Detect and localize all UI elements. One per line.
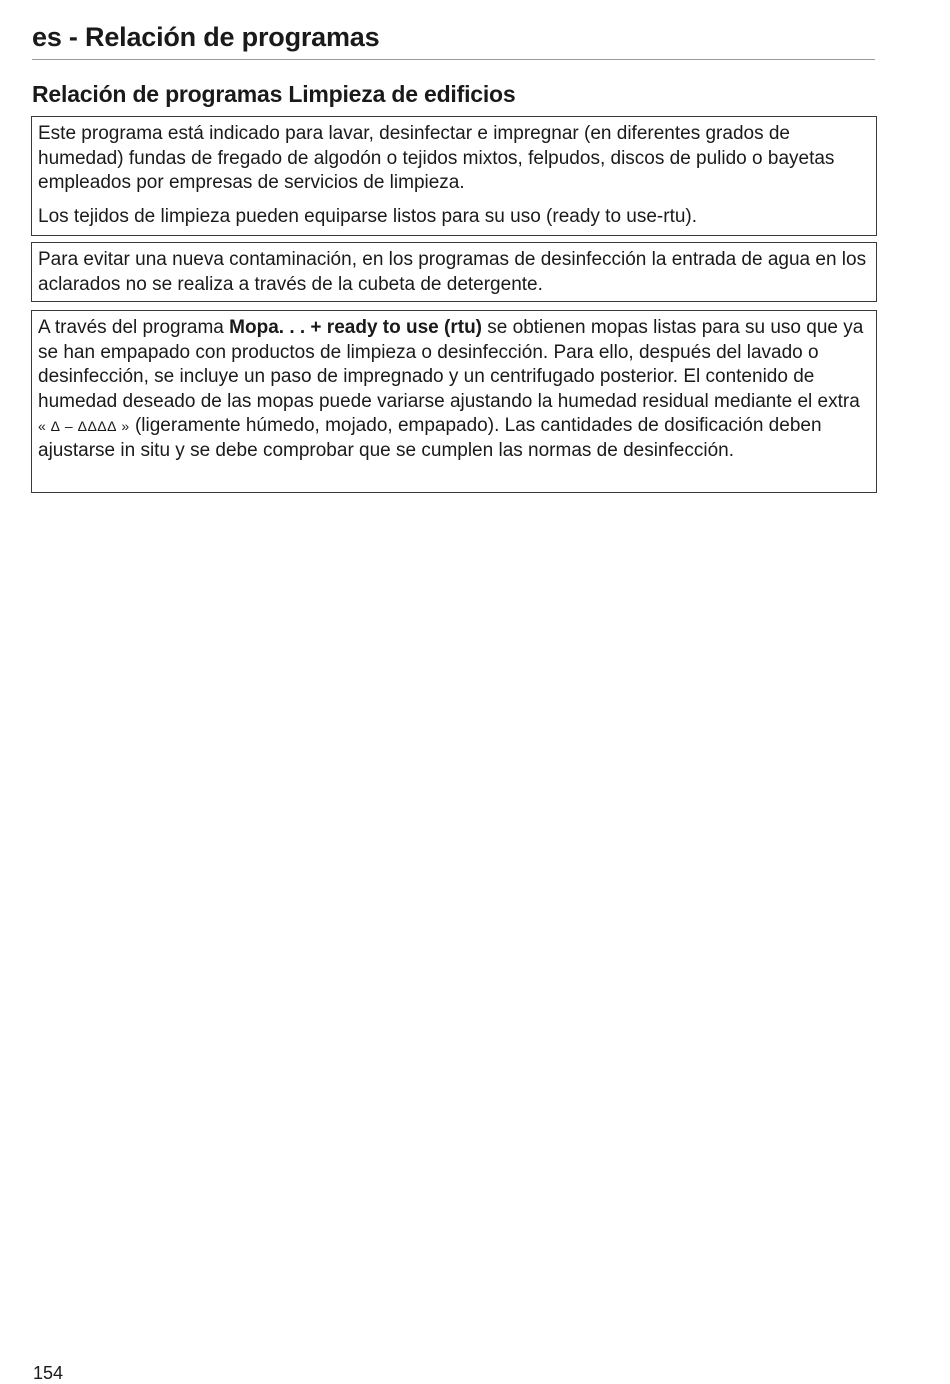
mopa-text-post: (ligeramente húmedo, mojado, empapado). Las cantidades de dosificación deben ajustarse in situ y se debe comprobar que se cumplen las normas de desinfección. [38,415,822,461]
humidity-extra-symbol: « Δ – ΔΔΔΔ » [38,418,130,435]
page-number: 154 [33,1363,64,1383]
intro-paragraph-1: Este programa está indicado para lavar, desinfectar e impregnar (en diferentes grados de humedad) fundas de fregado de algodón o tejidos mixtos, felpudos, discos de pulido o bayetas empleados por empresas de servicios de limpieza. [38,123,835,194]
program-name: Mopa. . . + ready to use (rtu) [229,317,483,338]
mopa-box [31,310,877,493]
page-header [32,20,875,60]
intro-paragraph-2: Los tejidos de limpieza pueden equiparse listos para su uso (ready to use-rtu). [38,205,698,227]
contamination-paragraph: Para evitar una nueva contaminación, en los programas de desinfección la entrada de agua en los aclarados no se realiza a través de la cubeta de detergente. [38,249,867,295]
mopa-text-pre: A través del programa [38,317,230,338]
page-title: es - Relación de programas [32,22,380,52]
intro-box [31,116,877,236]
section-title: Relación de programas Limpieza de edificios [32,81,516,107]
mopa-text-mid: se obtienen mopas listas para su uso que ya se han empapado con productos de limpieza o desinfección. Para ello, después del lavado o desinfección, se incluye un paso de impregnado y un centrifugado posterior. El contenido de humedad deseado de las mopas puede variarse ajustando la humedad residual mediante el extra [38,317,864,412]
contamination-box [31,242,877,302]
mopa-paragraph [38,316,868,464]
